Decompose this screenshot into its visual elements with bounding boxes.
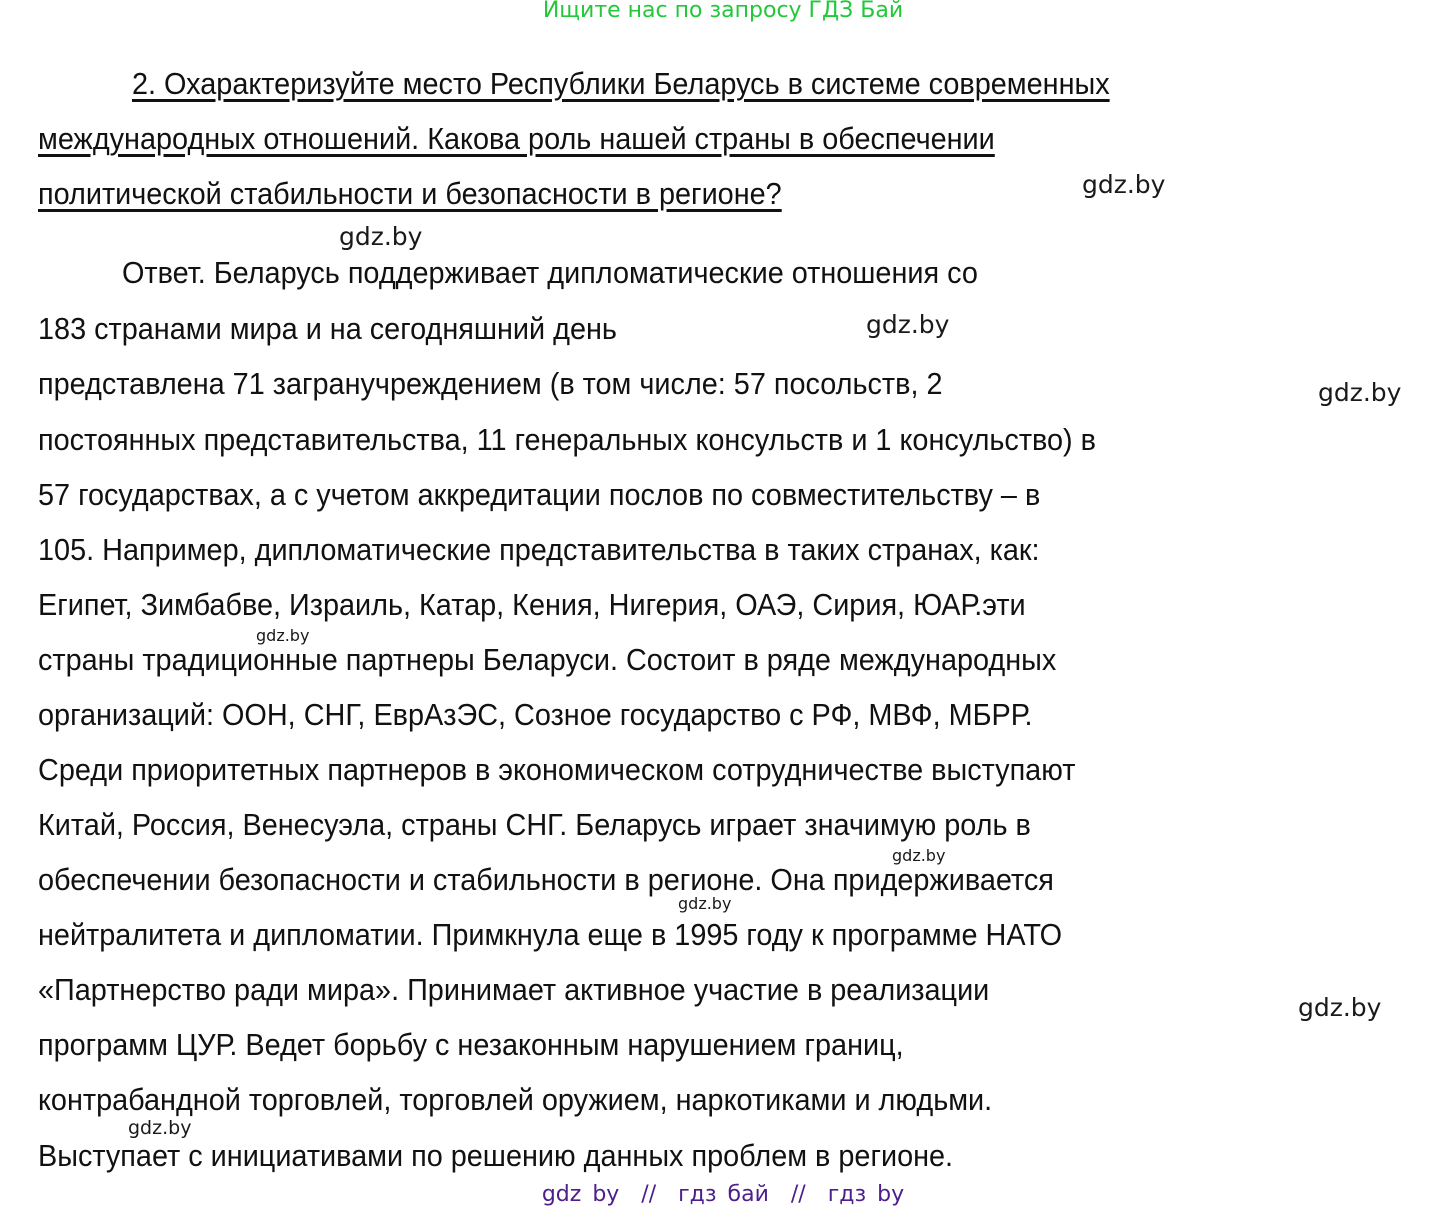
answer-line-6: 105. Например, дипломатические представительства в таких странах, как: (38, 532, 1040, 567)
answer-line-12: обеспечении безопасности и стабильности в регионе. Она придерживается (38, 862, 1054, 897)
watermark: gdz.by (892, 846, 946, 865)
watermark: gdz.by (1318, 378, 1402, 407)
answer-line-17: Выступает с инициативами по решению данных проблем в регионе. (38, 1138, 954, 1173)
watermark: gdz.by (1298, 993, 1382, 1022)
search-hint-banner: Ищите нас по запросу ГДЗ Бай (542, 0, 904, 23)
question-line-3: политической стабильности и безопасности в регионе? (38, 176, 782, 211)
watermark: gdz.by (339, 222, 423, 251)
question-line-2: международных отношений. Какова роль нашей страны в обеспечении (38, 121, 995, 156)
answer-line-5: 57 государствах, а с учетом аккредитации послов по совместительству – в (38, 477, 1041, 512)
answer-line-9: организаций: ООН, СНГ, ЕврАзЭС, Созное государство с РФ, МВФ, МБРР. (38, 697, 1033, 732)
answer-line-15: программ ЦУР. Ведет борьбу с незаконным нарушением границ, (38, 1027, 904, 1062)
watermark: gdz.by (128, 1117, 192, 1139)
watermark: gdz.by (1082, 170, 1166, 199)
watermark: gdz.by (256, 626, 310, 645)
answer-line-16: контрабандной торговлей, торговлей оружием, наркотиками и людьми. (38, 1082, 993, 1117)
answer-line-7: Египет, Зимбабве, Израиль, Катар, Кения, Нигерия, ОАЭ, Сирия, ЮАР.эти (38, 587, 1026, 622)
watermark: gdz.by (678, 894, 732, 913)
question-line-1: 2. Охарактеризуйте место Республики Беларусь в системе современных (132, 66, 1110, 101)
footer-site-links: gdz by // гдз бай // гдз by (541, 1182, 905, 1207)
answer-line-2: 183 странами мира и на сегодняшний день (38, 311, 617, 346)
answer-line-14: «Партнерство ради мира». Принимает активное участие в реализации (38, 972, 990, 1007)
answer-line-11: Китай, Россия, Венесуэла, страны СНГ. Беларусь играет значимую роль в (38, 807, 1031, 842)
answer-line-13: нейтралитета и дипломатии. Примкнула еще в 1995 году к программе НАТО (38, 917, 1063, 952)
answer-line-10: Среди приоритетных партнеров в экономическом сотрудничестве выступают (38, 752, 1076, 787)
answer-line-1: Ответ. Беларусь поддерживает дипломатические отношения со (122, 255, 978, 290)
answer-line-3: представлена 71 загранучреждением (в том числе: 57 посольств, 2 (38, 366, 943, 401)
answer-line-8: страны традиционные партнеры Беларуси. Состоит в ряде международных (38, 642, 1057, 677)
answer-line-4: постоянных представительства, 11 генеральных консульств и 1 консульство) в (38, 422, 1096, 457)
watermark: gdz.by (866, 310, 950, 339)
